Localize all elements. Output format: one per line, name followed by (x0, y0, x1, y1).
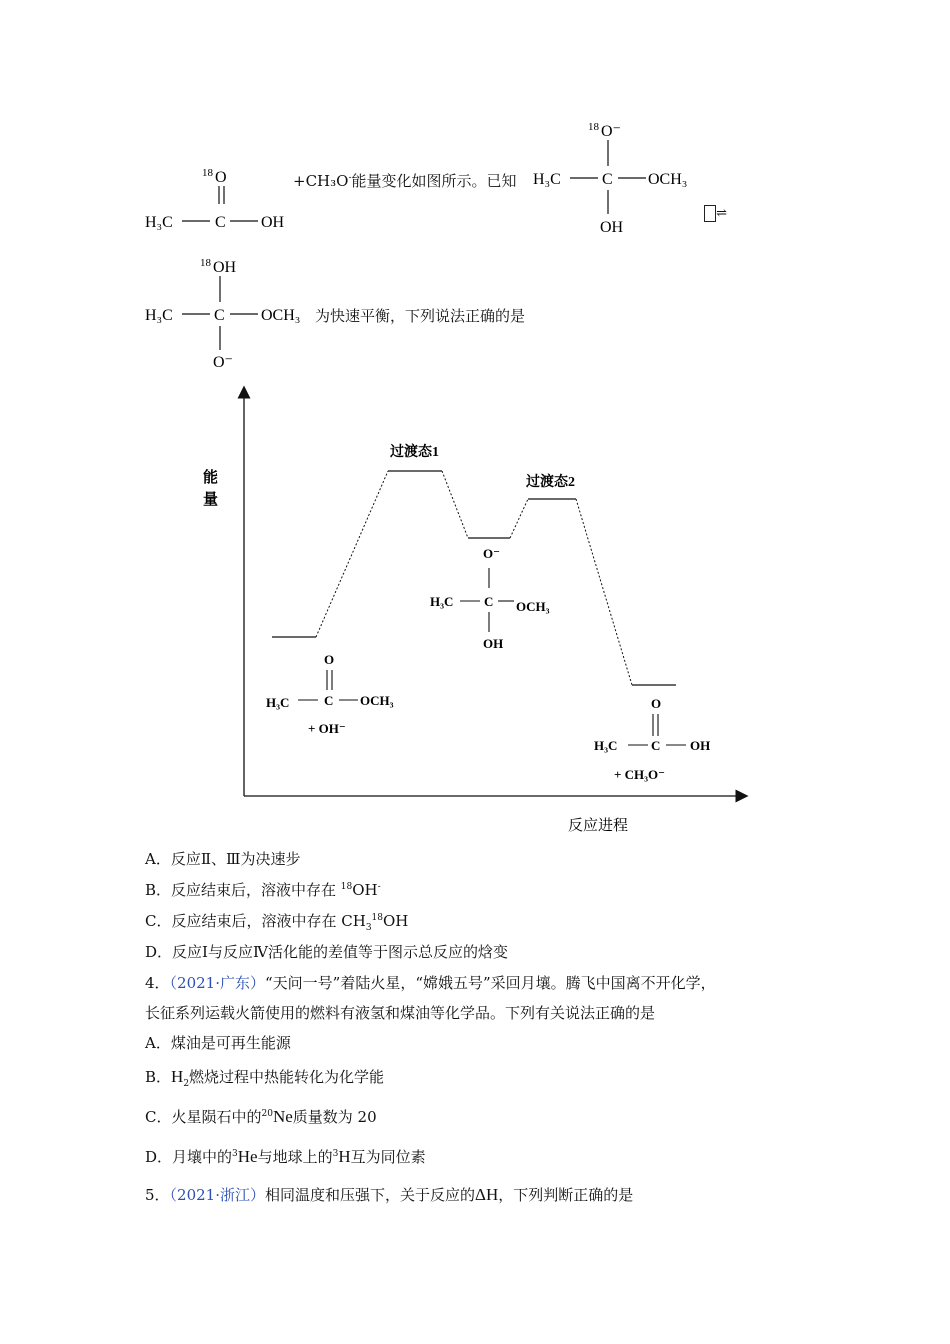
q4-option-b: B．$H_2$燃烧过程中热能转化为化学能 (145, 1067, 385, 1089)
structure-2-svg (528, 116, 703, 241)
y-axis-label-1: 能 (203, 468, 219, 486)
product-oxygen: O (651, 696, 662, 711)
reactant-oxygen: O (324, 652, 335, 667)
carbon-center: C (215, 214, 226, 231)
reactant-carbon: C (324, 693, 334, 708)
hydroxyl-bottom: OH (600, 219, 624, 236)
structure-acetic-acid-18o (140, 158, 300, 238)
q4-number: 4． (145, 974, 170, 992)
q5-number: 5． (145, 1186, 170, 1204)
product-methyl: H₃C (594, 738, 618, 753)
q3-option-a: A．反应Ⅱ、Ⅲ为决速步 (145, 850, 301, 868)
reactant-methoxy: OCH₃ (360, 693, 394, 708)
y-axis-label-2: 量 (203, 490, 219, 508)
product-hydroxyl: OH (690, 738, 711, 753)
int-hydroxyl: OH (483, 636, 504, 651)
isotope-label: 18 (200, 257, 211, 269)
product-plus-methoxide: + CH₃O⁻ (614, 767, 666, 782)
oxide-top: O⁻ (601, 123, 621, 140)
isotope-label: 18 (202, 167, 213, 179)
methyl-group: H₃C (145, 307, 173, 324)
garbled-equilibrium-arrow: ⇌ (704, 206, 729, 221)
reactant-plus-hydroxide: + OH⁻ (308, 721, 346, 736)
hydroxyl-group: OH (261, 214, 285, 231)
reaction-path (316, 471, 632, 685)
product-carbon: C (651, 738, 661, 753)
carbon-center: C (602, 171, 613, 188)
reactant-methyl: H₃C (266, 695, 290, 710)
structure-1-svg (140, 158, 300, 238)
carbon-center: C (214, 307, 225, 324)
intro-text-2: 为快速平衡，下列说法正确的是 (315, 307, 526, 325)
methyl-group: H₃C (145, 214, 173, 231)
q4-option-d: D．月壤中的$^3$He与地球上的$^3$H互为同位素 (145, 1147, 426, 1166)
methoxy-group: OCH₃ (261, 307, 301, 324)
int-methyl: H₃C (430, 594, 454, 609)
structure-tetrahedral-intermediate-b (140, 252, 315, 377)
q4-source: （2021·广东） (169, 974, 265, 992)
energy-diagram (200, 378, 760, 838)
structure-3-svg (140, 252, 315, 377)
structure-tetrahedral-intermediate-a (528, 116, 703, 241)
q4-stem-line-1: 4．（2021·广东）“天问一号”着陆火星，“嫦娥五号”采回月壤。腾飞中国离不开化学， (145, 974, 716, 992)
hydroxyl-top: OH (213, 259, 237, 276)
ts1-label: 过渡态1 (390, 445, 439, 460)
int-oxide: O⁻ (483, 546, 500, 561)
intro-text-1: +CH₃O-能量变化如图所示。已知 (293, 172, 517, 190)
energy-diagram-svg (200, 378, 760, 838)
methoxy-group: OCH₃ (648, 171, 688, 188)
oxygen-top: O (215, 169, 227, 186)
q3-option-d: D．反应Ⅰ与反应Ⅳ活化能的差值等于图示总反应的焓变 (145, 943, 508, 961)
q5-stem: 5．（2021·浙江）相同温度和压强下，关于反应的ΔH，下列判断正确的是 (145, 1185, 634, 1204)
oxide-bottom: O⁻ (213, 354, 233, 371)
int-methoxy: OCH₃ (516, 599, 550, 614)
q4-stem-line-2: 长征系列运载火箭使用的燃料有液氢和煤油等化学品。下列有关说法正确的是 (145, 1004, 656, 1022)
x-axis-label: 反应进程 (568, 816, 629, 834)
q5-source: （2021·浙江） (169, 1186, 265, 1204)
q4-option-c: C．火星陨石中的$^{20}$Ne质量数为 20 (145, 1107, 377, 1126)
q3-option-b: B．反应结束后，溶液中存在 $^{18}$OH- (145, 881, 381, 899)
q3-option-c: C．反应结束后，溶液中存在 $CH_3^{18}OH$ (145, 912, 409, 933)
isotope-label: 18 (588, 121, 599, 133)
methyl-group: H₃C (533, 171, 561, 188)
q4-option-a: A．煤油是可再生能源 (145, 1034, 291, 1052)
ts2-label: 过渡态2 (526, 475, 575, 490)
int-carbon: C (484, 594, 494, 609)
